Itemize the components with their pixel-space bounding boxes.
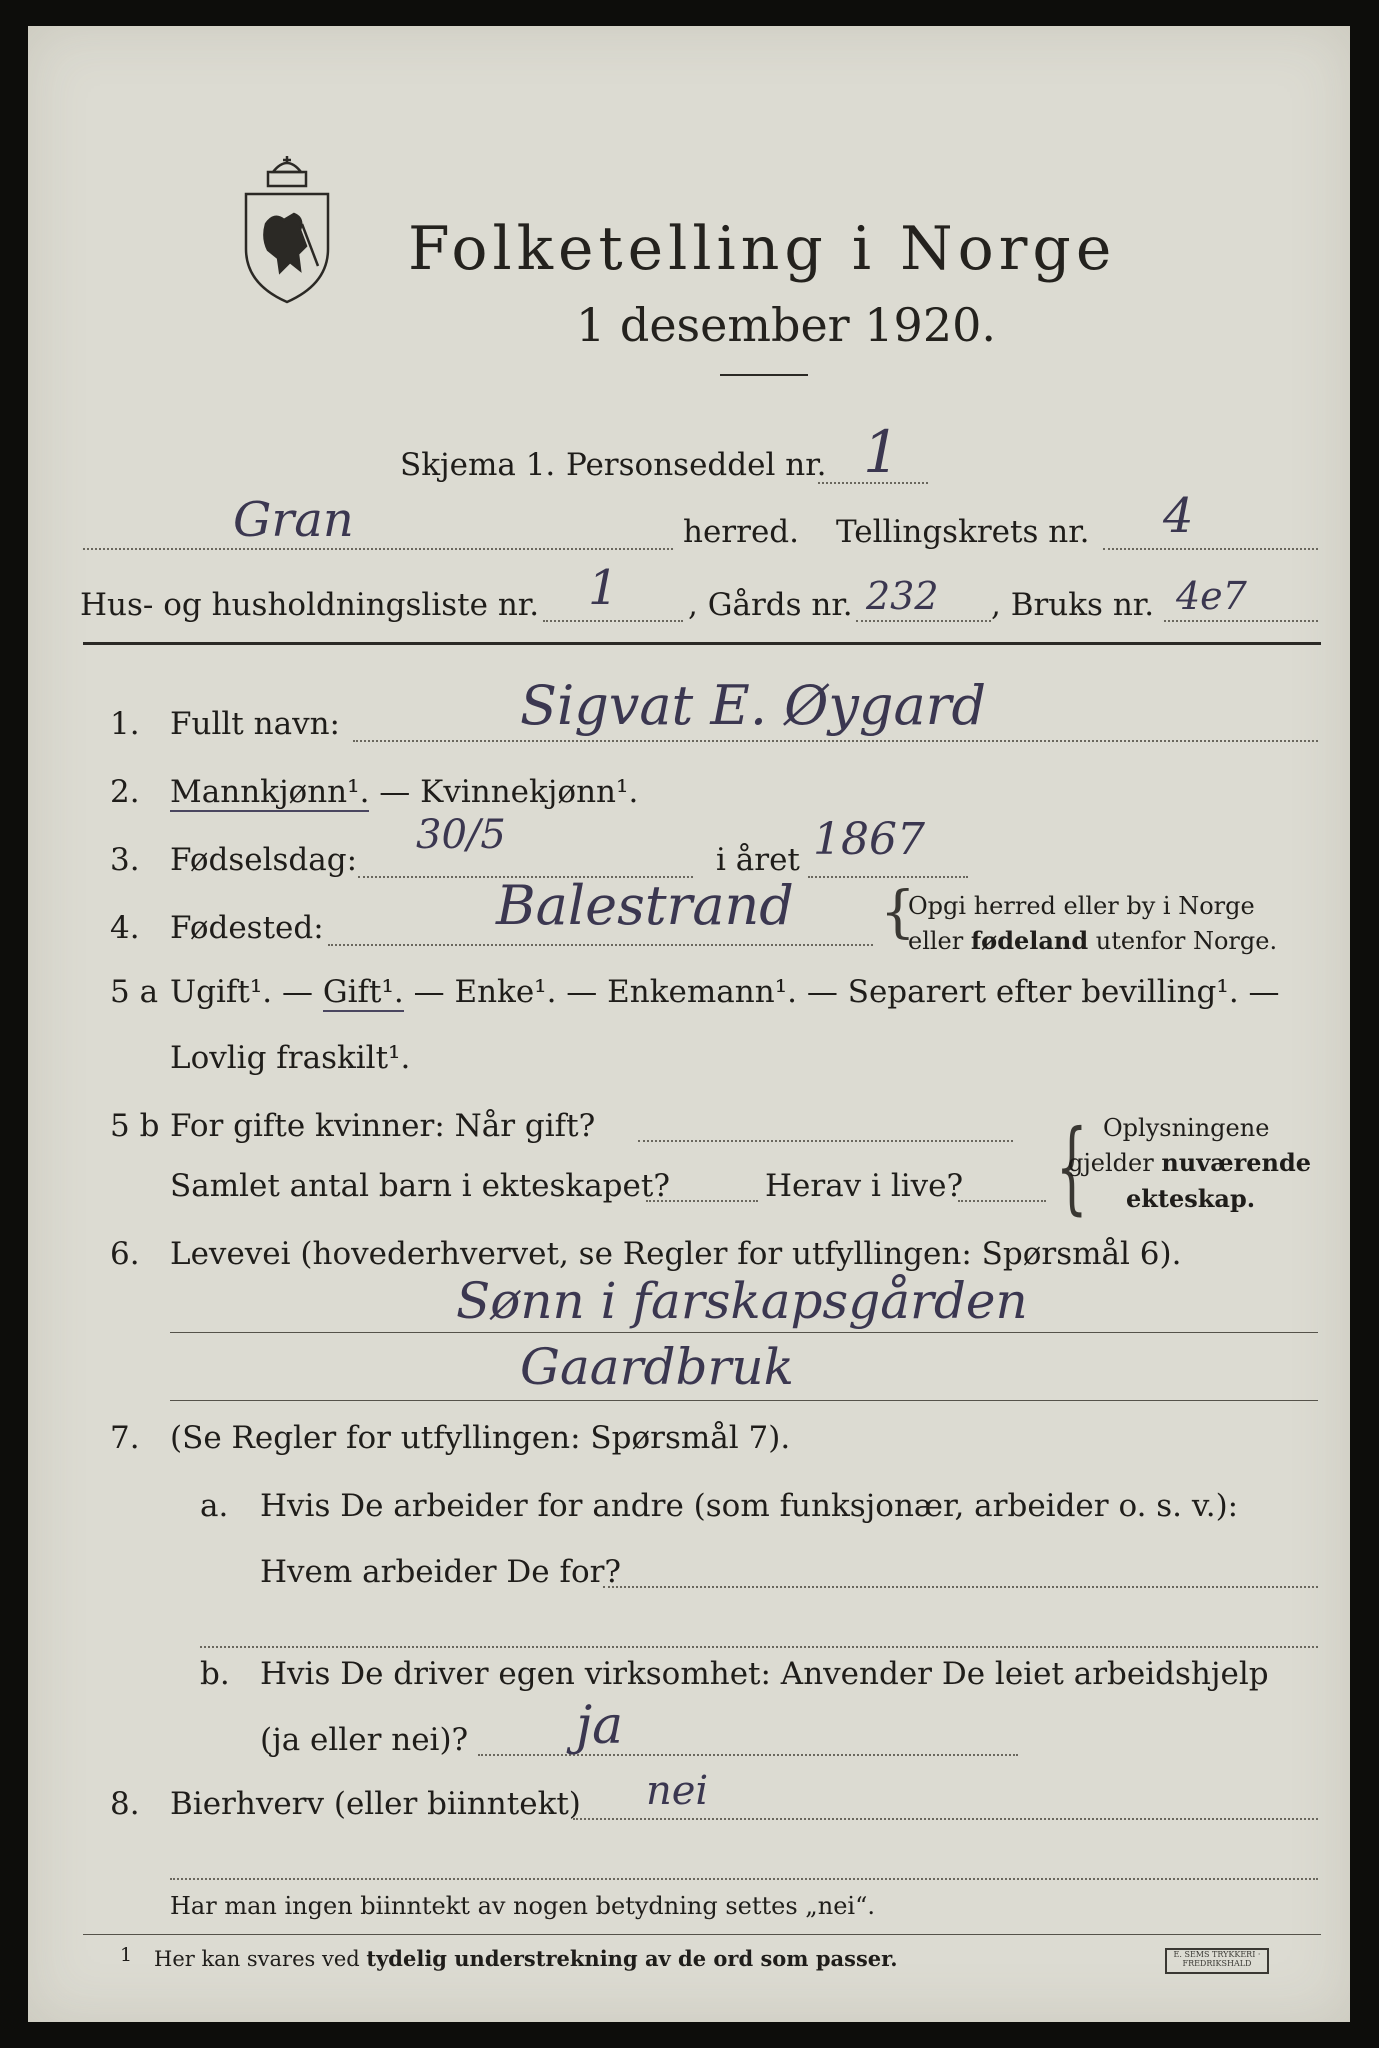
occupation-line-2[interactable] bbox=[170, 1400, 1318, 1401]
tellingskrets-label: Tellingskrets nr. bbox=[836, 514, 1090, 550]
gift-option[interactable]: Gift¹. bbox=[322, 974, 404, 1010]
enke-option[interactable]: Enke¹. bbox=[454, 974, 557, 1010]
herred-field[interactable] bbox=[83, 548, 673, 550]
herred-label: herred. bbox=[683, 514, 799, 550]
hired-help-value: ja bbox=[576, 1696, 624, 1756]
marital-status-options: Ugift¹. — Gift¹. — Enke¹. — Enkemann¹. — Separert efter bevilling¹. — bbox=[170, 974, 1280, 1010]
female-option[interactable]: Kvinnekjønn¹. bbox=[420, 774, 639, 810]
occupation-value-2: Gaardbruk bbox=[520, 1338, 794, 1396]
birth-year-value: 1867 bbox=[813, 814, 925, 865]
q7b-text: Hvis De driver egen virksomhet: Anvender De leiet arbeidshjelp bbox=[260, 1656, 1269, 1692]
census-date: 1 desember 1920. bbox=[576, 298, 996, 352]
enkemann-option[interactable]: Enkemann¹. bbox=[607, 974, 797, 1010]
bruks-label: , Bruks nr. bbox=[991, 587, 1155, 623]
ugift-option[interactable]: Ugift¹. bbox=[170, 974, 273, 1010]
full-name-value: Sigvat E. Øygard bbox=[520, 674, 987, 737]
separert-option[interactable]: Separert efter bevilling¹. bbox=[847, 974, 1239, 1010]
side-income-field[interactable] bbox=[573, 1818, 1318, 1820]
gards-field[interactable] bbox=[856, 620, 991, 622]
q3-number: 3. bbox=[110, 842, 140, 878]
q4-number: 4. bbox=[110, 910, 140, 946]
footnote-text: Her kan svares ved tydelig understrekning av de ord som passer. bbox=[154, 1946, 898, 1971]
gards-label: , Gårds nr. bbox=[688, 587, 853, 623]
skjema-label: Skjema 1. bbox=[400, 447, 556, 483]
q7a-letter: a. bbox=[200, 1488, 229, 1524]
q8-label: Bierhverv (eller biinntekt) bbox=[170, 1786, 581, 1822]
q2-number: 2. bbox=[110, 774, 140, 810]
tellingskrets-field[interactable] bbox=[1103, 548, 1318, 550]
title-divider bbox=[720, 374, 808, 376]
q5b-label: For gifte kvinner: Når gift? bbox=[170, 1108, 596, 1144]
q7a-question: Hvem arbeider De for? bbox=[260, 1554, 622, 1590]
printer-stamp: E. SEMS TRYKKERI · FREDRIKSHALD bbox=[1165, 1948, 1269, 1974]
married-when-field[interactable] bbox=[638, 1140, 1013, 1142]
sex-options: Mannkjønn¹. — Kvinnekjønn¹. bbox=[170, 774, 639, 810]
q1-label: Fullt navn: bbox=[170, 706, 340, 742]
husholdning-field[interactable] bbox=[543, 620, 683, 622]
tellingskrets-value: 4 bbox=[1163, 488, 1194, 544]
q8-number: 8. bbox=[110, 1786, 140, 1822]
full-name-field[interactable] bbox=[353, 740, 1318, 742]
q7a-text: Hvis De arbeider for andre (som funksjonær, arbeider o. s. v.): bbox=[260, 1488, 1239, 1524]
marriage-note-line1: Oplysningene bbox=[1103, 1114, 1270, 1142]
q6-number: 6. bbox=[110, 1236, 140, 1272]
footnote-divider bbox=[83, 1934, 1321, 1935]
q5a-number: 5 a bbox=[110, 974, 159, 1010]
bruks-value: 4e7 bbox=[1176, 574, 1247, 618]
employer-field-2[interactable] bbox=[200, 1646, 1318, 1648]
q4-label: Fødested: bbox=[170, 910, 324, 946]
side-income-note: Har man ingen biinntekt av nogen betydning settes „nei“. bbox=[170, 1892, 875, 1920]
employer-field[interactable] bbox=[603, 1586, 1318, 1588]
side-income-field-2[interactable] bbox=[170, 1878, 1318, 1880]
children-field[interactable] bbox=[646, 1200, 758, 1202]
form-title: Folketelling i Norge bbox=[408, 214, 1117, 284]
norway-coat-of-arms-icon bbox=[240, 154, 334, 306]
herred-value: Gran bbox=[233, 492, 354, 548]
occupation-value-1: Sønn i farskapsgården bbox=[456, 1272, 1028, 1330]
fraskilt-option[interactable]: Lovlig fraskilt¹. bbox=[170, 1040, 411, 1076]
side-income-value: nei bbox=[646, 1768, 709, 1814]
q3-label: Fødselsdag: bbox=[170, 842, 358, 878]
husholdning-label: Hus- og husholdningsliste nr. bbox=[80, 587, 540, 623]
year-label: i året bbox=[716, 842, 800, 878]
census-form-sheet bbox=[28, 26, 1350, 2022]
birthplace-note-brace: { bbox=[880, 880, 916, 945]
alive-field[interactable] bbox=[958, 1200, 1046, 1202]
q7b-letter: b. bbox=[200, 1656, 230, 1692]
children-label: Samlet antal barn i ekteskapet? bbox=[170, 1168, 670, 1204]
footnote-mark: 1 bbox=[120, 1944, 133, 1966]
personseddel-label: Personseddel nr. bbox=[566, 447, 827, 483]
q7-number: 7. bbox=[110, 1420, 140, 1456]
hired-help-field[interactable] bbox=[478, 1754, 1018, 1756]
q5b-number: 5 b bbox=[110, 1108, 160, 1144]
marriage-note-line3: ekteskap. bbox=[1126, 1184, 1256, 1213]
occupation-line-1[interactable] bbox=[170, 1332, 1318, 1333]
q7-label: (Se Regler for utfyllingen: Spørsmål 7). bbox=[170, 1420, 791, 1456]
birthplace-value: Balestrand bbox=[496, 874, 794, 937]
birthday-value: 30/5 bbox=[416, 812, 506, 858]
birthplace-note-line1: Opgi herred eller by i Norge bbox=[908, 892, 1255, 920]
q6-label: Levevei (hovederhvervet, se Regler for utfyllingen: Spørsmål 6). bbox=[170, 1236, 1182, 1272]
male-option[interactable]: Mannkjønn¹. bbox=[170, 774, 370, 810]
husholdning-value: 1 bbox=[588, 560, 619, 616]
marriage-note-brace: { bbox=[1055, 1108, 1088, 1225]
marriage-note-line2: gjelder nuværende bbox=[1068, 1148, 1312, 1177]
q1-number: 1. bbox=[110, 706, 140, 742]
q7b-question: (ja eller nei)? bbox=[260, 1722, 469, 1758]
alive-label: Herav i live? bbox=[765, 1168, 964, 1204]
header-divider bbox=[83, 642, 1321, 645]
personseddel-value: 1 bbox=[863, 418, 900, 486]
gards-value: 232 bbox=[866, 574, 939, 618]
birth-year-field[interactable] bbox=[808, 876, 968, 878]
bruks-field[interactable] bbox=[1164, 620, 1318, 622]
birthplace-note-line2: eller fødeland utenfor Norge. bbox=[908, 926, 1278, 955]
birthplace-field[interactable] bbox=[328, 944, 873, 946]
